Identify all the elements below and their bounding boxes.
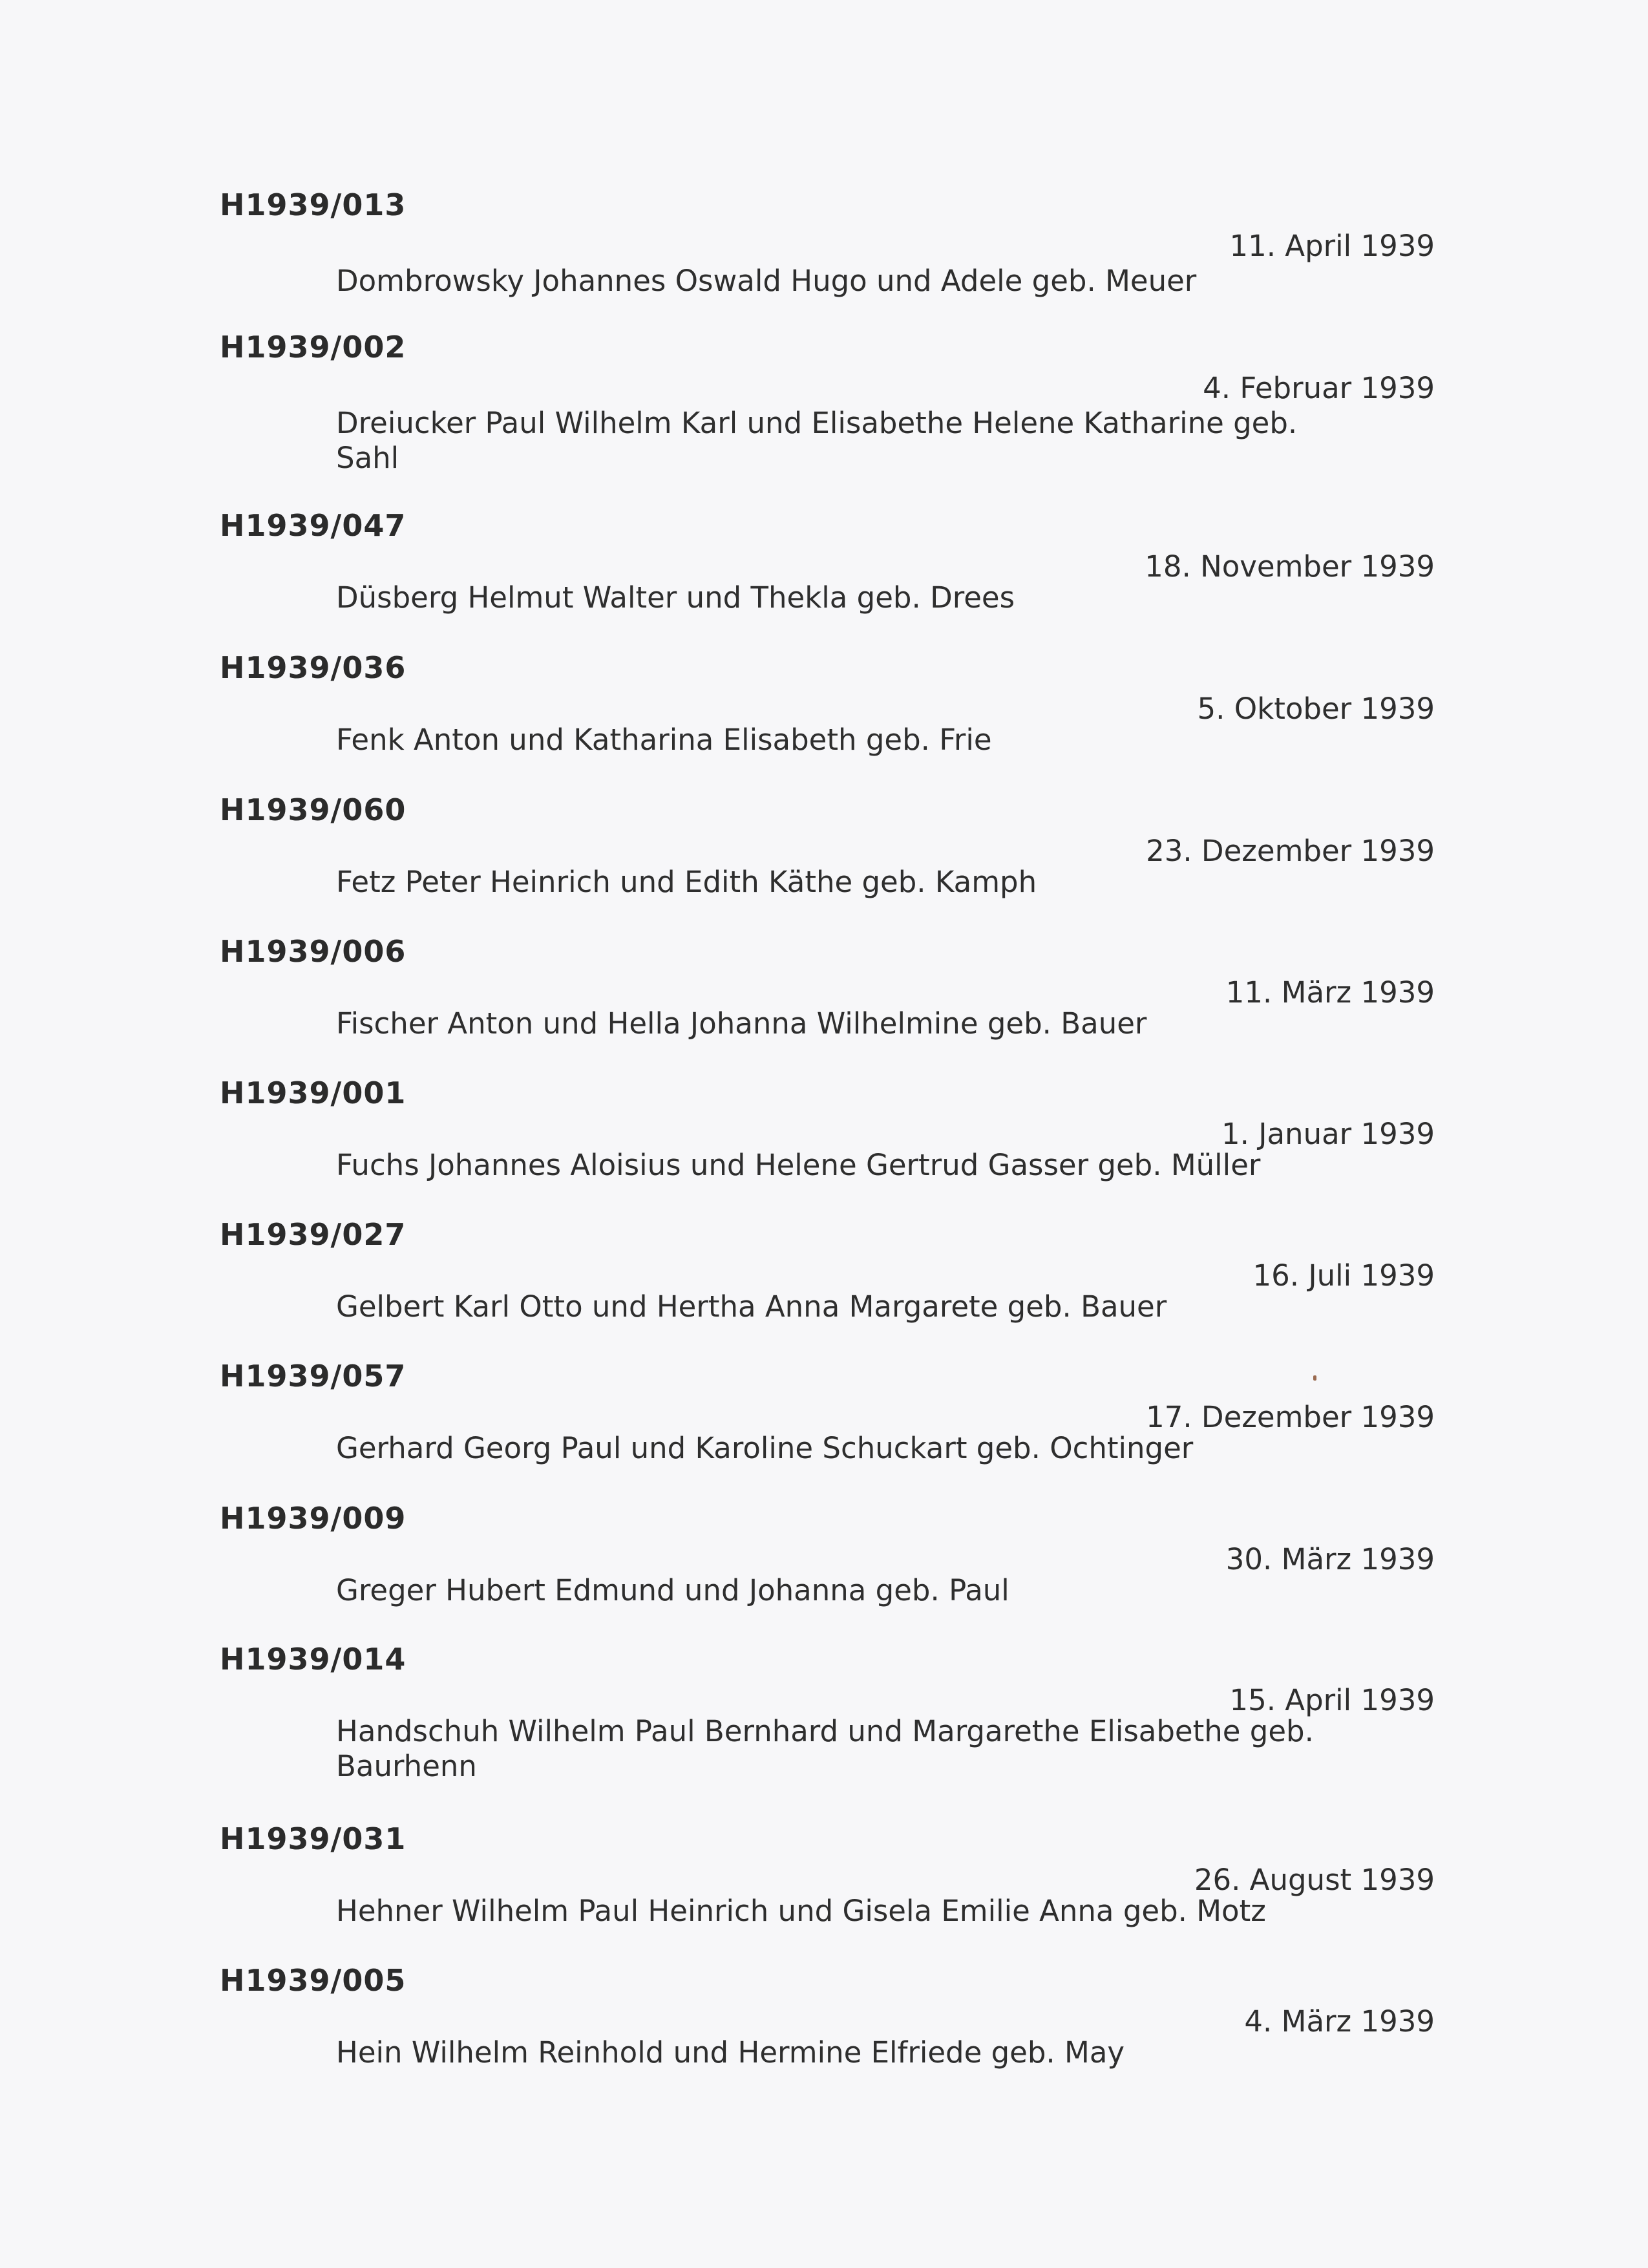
record-date: 16. Juli 1939 [1252,1258,1435,1293]
record-id: H1939/036 [220,650,407,685]
record-date: 18. November 1939 [1145,549,1435,584]
record-id: H1939/057 [220,1359,407,1394]
record-names: Dombrowsky Johannes Oswald Hugo und Adele geb. Meuer [336,264,1197,298]
paper-speck [1313,1375,1316,1381]
record-date: 15. April 1939 [1229,1683,1435,1717]
record-names: Gelbert Karl Otto und Hertha Anna Margarete geb. Bauer [336,1289,1167,1324]
record-date: 4. Februar 1939 [1203,371,1435,405]
record-names: Fenk Anton und Katharina Elisabeth geb. Frie [336,723,992,757]
record-names: Greger Hubert Edmund und Johanna geb. Paul [336,1573,1009,1607]
record-date: 4. März 1939 [1244,2004,1435,2039]
record-names: Dreiucker Paul Wilhelm Karl und Elisabethe Helene Katharine geb. Sahl [336,406,1298,475]
record-id: H1939/002 [220,330,407,365]
record-date: 26. August 1939 [1194,1863,1435,1897]
record-id: H1939/027 [220,1217,407,1252]
record-names: Düsberg Helmut Walter und Thekla geb. Drees [336,580,1015,615]
record-id: H1939/006 [220,934,407,969]
record-date: 11. April 1939 [1229,229,1435,263]
record-id: H1939/060 [220,792,407,827]
record-id: H1939/014 [220,1642,407,1677]
record-id: H1939/031 [220,1821,407,1856]
record-id: H1939/047 [220,508,407,543]
record-names: Fuchs Johannes Aloisius und Helene Gertrud Gasser geb. Müller [336,1148,1261,1182]
record-names: Hein Wilhelm Reinhold und Hermine Elfriede geb. May [336,2035,1125,2070]
record-date: 5. Oktober 1939 [1197,692,1435,726]
record-id: H1939/001 [220,1076,407,1110]
record-names: Handschuh Wilhelm Paul Bernhard und Margarethe Elisabethe geb. Baurhenn [336,1714,1314,1783]
record-id: H1939/009 [220,1501,407,1536]
record-names: Hehner Wilhelm Paul Heinrich und Gisela Emilie Anna geb. Motz [336,1894,1266,1928]
record-date: 11. März 1939 [1225,975,1435,1010]
record-id: H1939/013 [220,187,407,222]
record-date: 1. Januar 1939 [1221,1117,1435,1151]
record-names: Gerhard Georg Paul und Karoline Schuckart geb. Ochtinger [336,1431,1194,1465]
record-id: H1939/005 [220,1963,407,1998]
record-names: Fischer Anton und Hella Johanna Wilhelmine geb. Bauer [336,1006,1147,1041]
record-date: 23. Dezember 1939 [1146,834,1435,868]
record-names: Fetz Peter Heinrich und Edith Käthe geb. Kamph [336,865,1037,899]
record-date: 30. März 1939 [1225,1542,1435,1576]
record-date: 17. Dezember 1939 [1146,1400,1435,1434]
